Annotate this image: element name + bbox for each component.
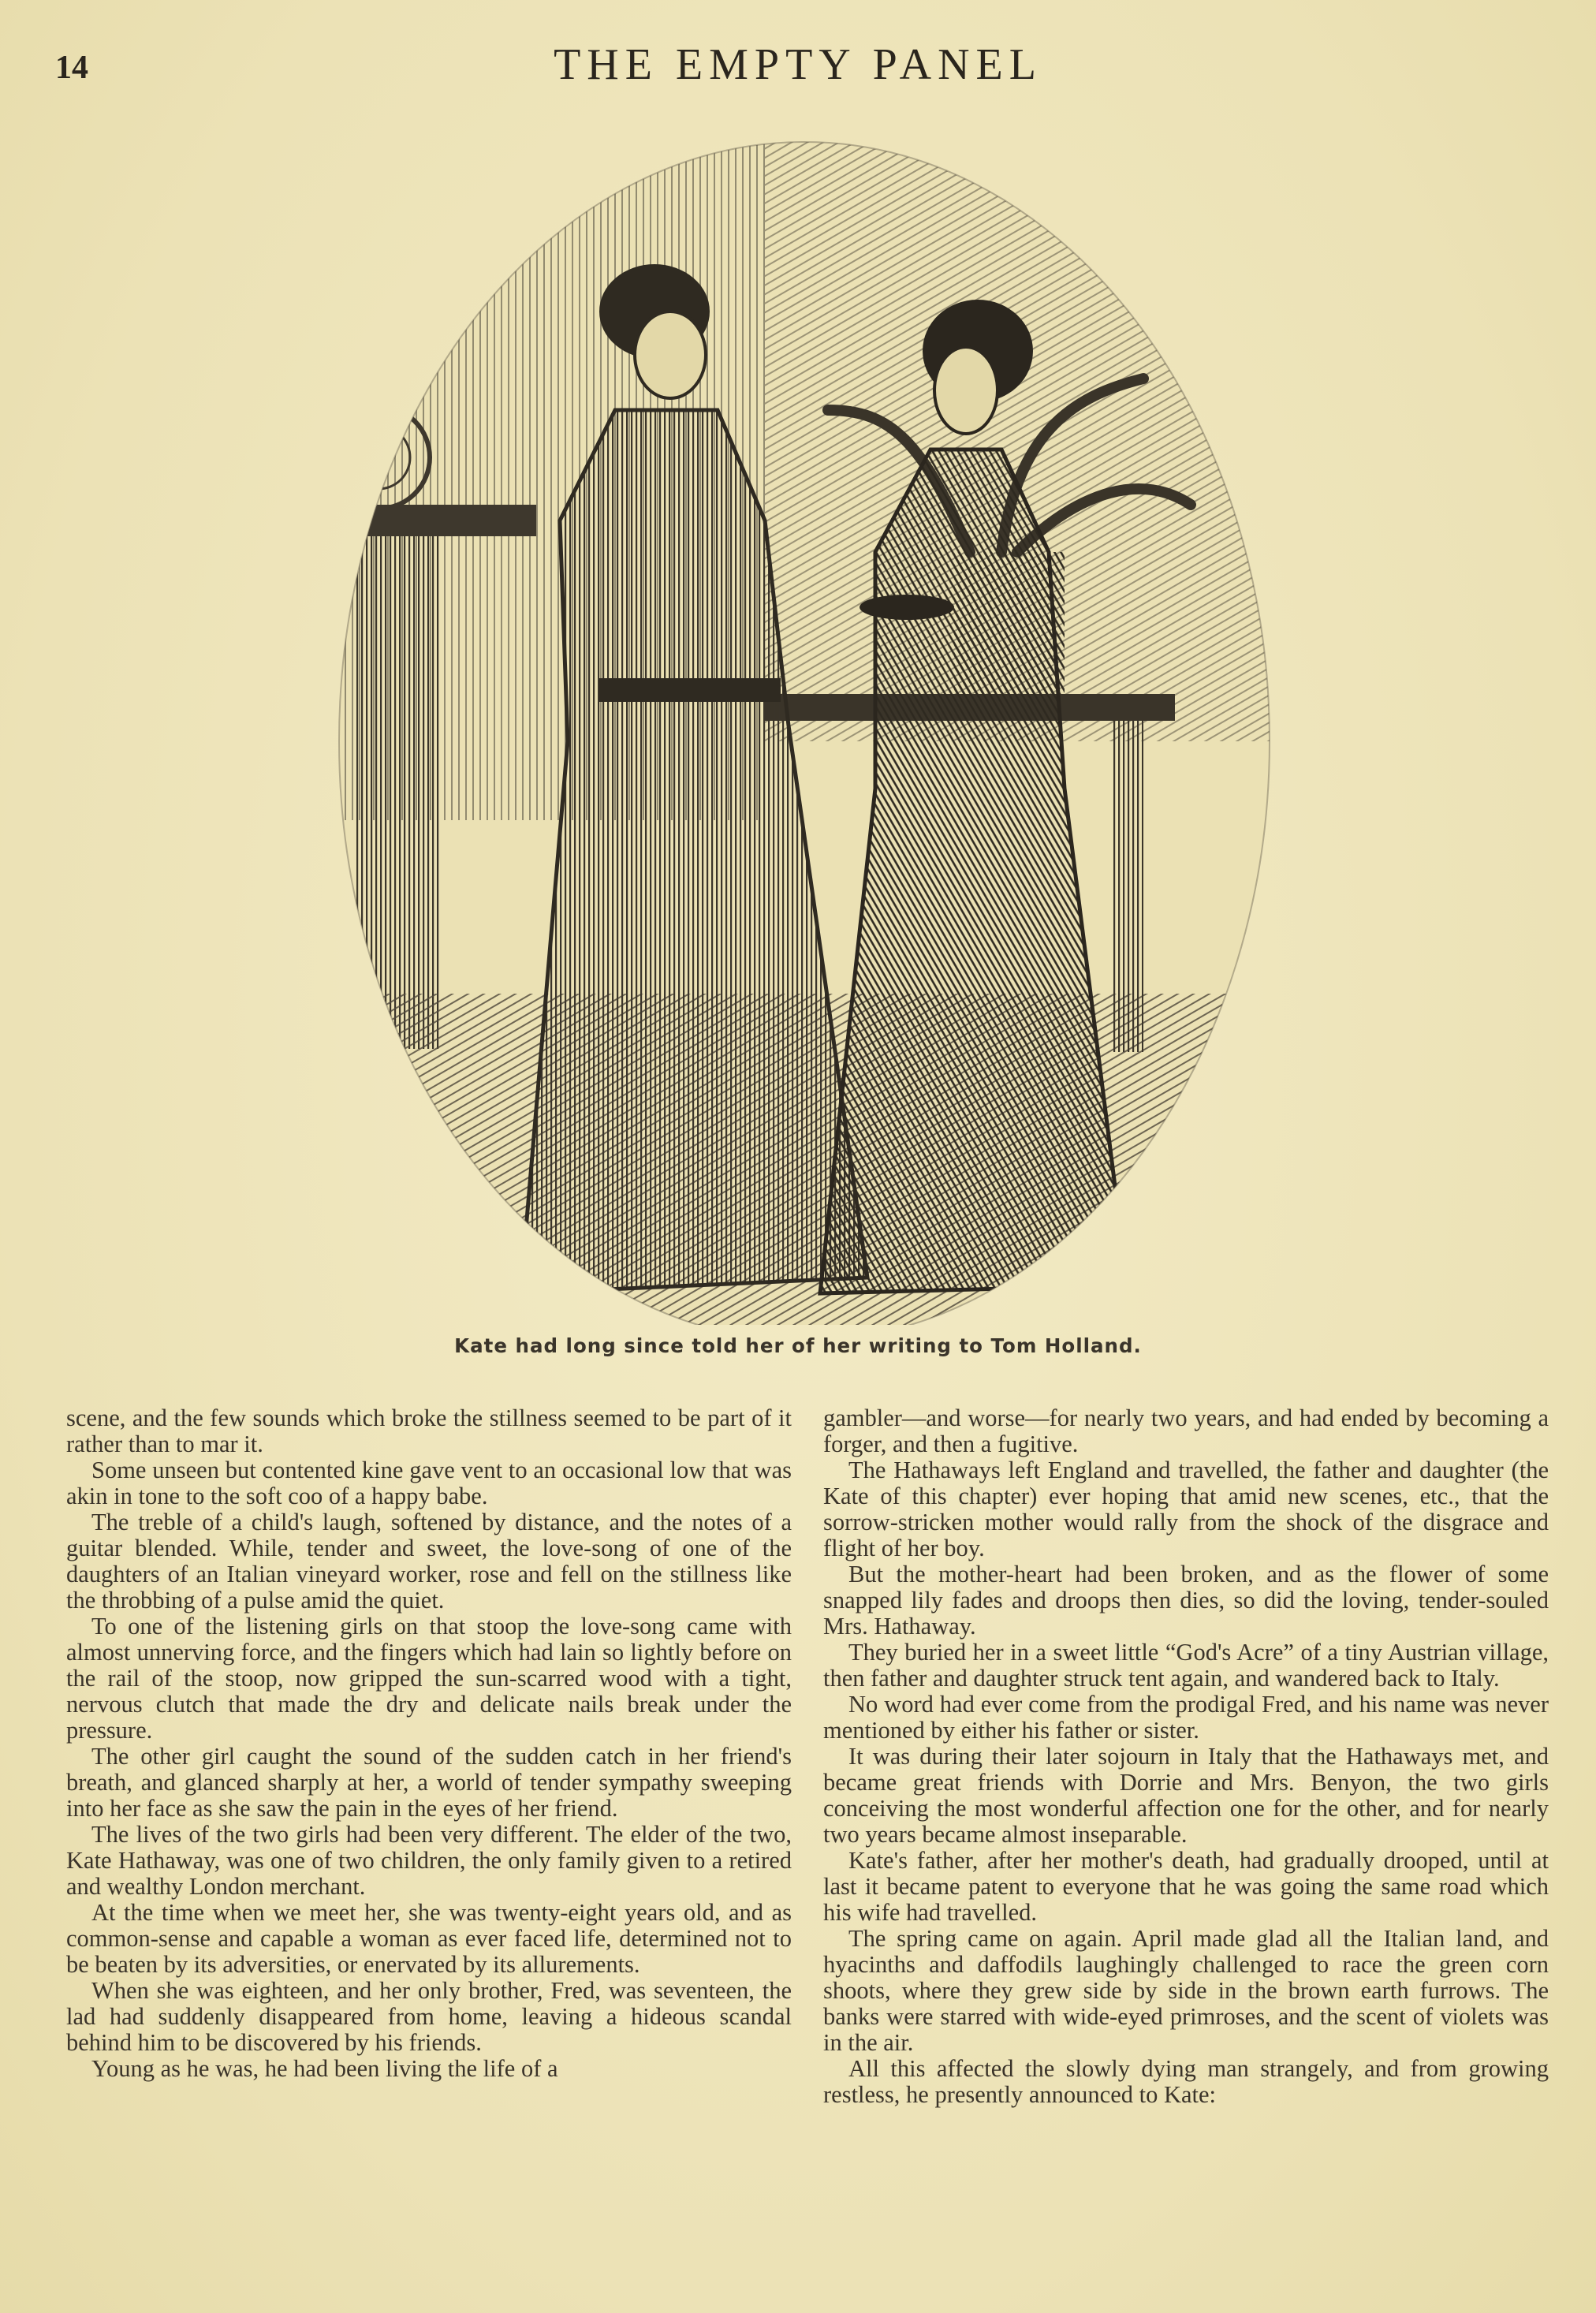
paragraph: scene, and the few sounds which broke the stillness seemed to be part of it rather than to mar it. xyxy=(66,1405,792,1457)
engraved-illustration xyxy=(323,110,1285,1325)
paragraph: gambler—and worse—for nearly two years, and had ended by becoming a forger, and then a fugitive. xyxy=(823,1405,1549,1457)
page-number: 14 xyxy=(55,50,88,86)
paragraph: No word had ever come from the prodigal Fred, and his name was never mentioned by either his father or sister. xyxy=(823,1691,1549,1744)
paragraph: The treble of a child's laugh, softened by distance, and the notes of a guitar blended. While, tender and sweet, the love-song of one of the daughters of an Italian vineyard worker, rose and fell on the stillness like the throbbing of a pulse amid the quiet. xyxy=(66,1509,792,1614)
paragraph: The spring came on again. April made glad all the Italian land, and hyacinths and daffodils laughingly challenged to race the green corn shoots, where they grew side by side in the brown earth furrows. The banks were starred with wide-eyed primroses, and the scent of violets was in the air. xyxy=(823,1925,1549,2056)
paragraph: Young as he was, he had been living the life of a xyxy=(91,2055,558,2082)
paragraph: Kate's father, after her mother's death, had gradually drooped, until at last it became patent to everyone that he was going the same road which his wife had travelled. xyxy=(823,1847,1549,1926)
text-column-left xyxy=(66,1405,792,2082)
paragraph: Some unseen but contented kine gave vent to an occasional low that was akin in tone to the soft coo of a happy babe. xyxy=(66,1457,792,1509)
paragraph: To one of the listening girls on that stoop the love-song came with almost unnerving force, and the fingers which had lain so lightly before on the rail of the stoop, now gripped the sun-scarred wood with a tight, nervous clutch that made the dry and delicate nails break under the pressure. xyxy=(66,1613,792,1744)
paragraph: All this affected the slowly dying man strangely, and from growing restless, he presently announced to Kate: xyxy=(823,2055,1549,2108)
paragraph: At the time when we meet her, she was twenty-eight years old, and as common-sense and capable a woman as ever faced life, determined not to be beaten by its adversities, or enervated by its allurements. xyxy=(66,1899,792,1978)
paragraph: It was during their later sojourn in Italy that the Hathaways met, and became great friends with Dorrie and Mrs. Benyon, the two girls conceiving the most wonderful affection one for the other, and for nearly two years became almost inseparable. xyxy=(823,1743,1549,1848)
paragraph: When she was eighteen, and her only brother, Fred, was seventeen, the lad had suddenly disappeared from home, leaving a hideous scandal behind him to be discovered by his friends. xyxy=(66,1977,792,2056)
illustration-caption: Kate had long since told her of her writing to Tom Holland. xyxy=(454,1334,1142,1357)
paragraph: The other girl caught the sound of the sudden catch in her friend's breath, and glanced sharply at her, a world of tender sympathy sweeping into her face as she saw the pain in the eyes of her friend. xyxy=(66,1743,792,1822)
paragraph: The Hathaways left England and travelled, the father and daughter (the Kate of this chapter) ever hoping that amid new scenes, etc., that the sorrow-stricken mother would rally from the shock of the disgrace and flight of her boy. xyxy=(823,1457,1549,1561)
text-column-right xyxy=(823,1405,1549,2108)
paragraph: They buried her in a sweet little “God's Acre” of a tiny Austrian village, then father and daughter struck tent again, and wandered back to Italy. xyxy=(823,1639,1549,1692)
paragraph: The lives of the two girls had been very different. The elder of the two, Kate Hathaway, was one of two children, the only family given to a retired and wealthy London merchant. xyxy=(66,1821,792,1900)
paragraph: But the mother-heart had been broken, and as the flower of some snapped lily fades and droops then dies, so did the loving, tender-souled Mrs. Hathaway. xyxy=(823,1561,1549,1640)
running-title: THE EMPTY PANEL xyxy=(554,40,1042,89)
